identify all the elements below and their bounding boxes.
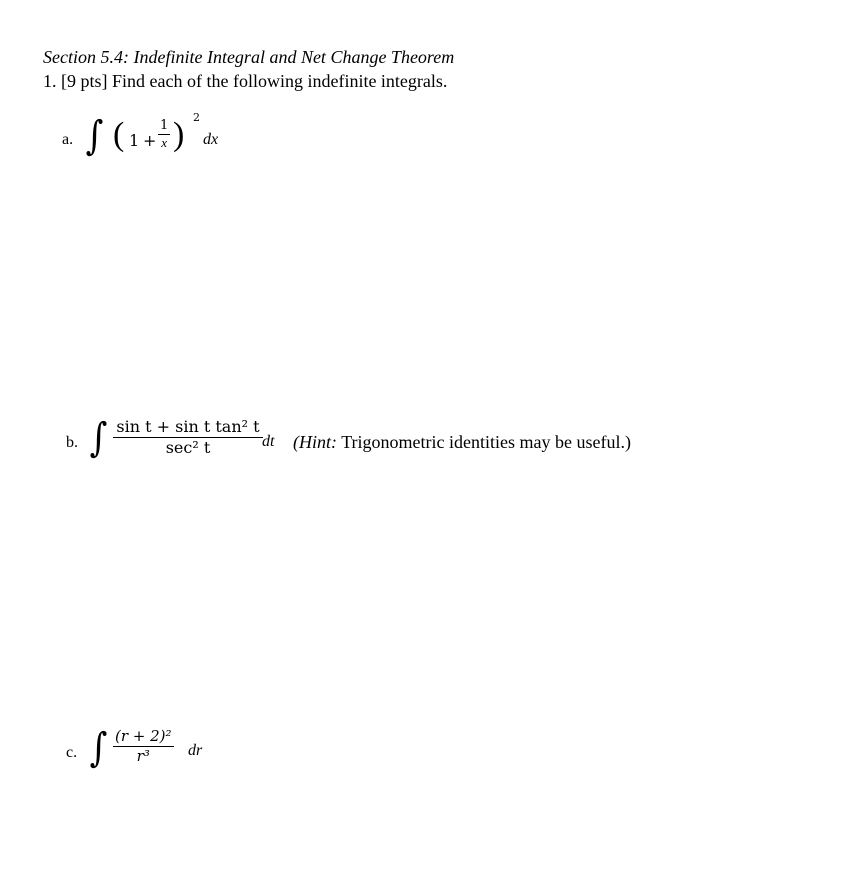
hint-text: Trigonometric identities may be useful.) xyxy=(341,432,631,452)
problem-b-label: b. xyxy=(66,434,78,451)
right-paren: ) xyxy=(173,116,185,153)
problem-c-label: c. xyxy=(66,744,78,761)
differential-a: dx xyxy=(203,131,219,148)
left-paren: ( xyxy=(113,116,125,153)
fraction-a-denominator: x xyxy=(161,135,168,151)
fraction-a xyxy=(158,117,170,151)
fraction-c-numerator: (r + 2)² xyxy=(115,727,172,745)
integral-sign: ∫ xyxy=(89,725,108,771)
exponent-a: 2 xyxy=(193,111,200,124)
fraction-b-numerator: sin t + sin t tan² t xyxy=(116,417,260,436)
fraction-c xyxy=(113,728,174,764)
problem-a-label: a. xyxy=(62,131,74,148)
hint xyxy=(293,432,631,453)
section-title: Section 5.4: Indefinite Integral and Net Change Theorem xyxy=(43,47,455,67)
integral-sign: ∫ xyxy=(89,415,108,461)
fraction-b-denominator: sec² t xyxy=(165,437,211,457)
differential-c: dr xyxy=(188,742,203,759)
fraction-a-numerator: 1 xyxy=(160,118,169,133)
integral-sign: ∫ xyxy=(85,113,104,159)
question-text: 1. [9 pts] Find each of the following indefinite integrals. xyxy=(43,71,448,91)
hint-prefix: (Hint: xyxy=(293,432,337,452)
plus-sign: + xyxy=(143,131,157,150)
term-one: 1 xyxy=(129,131,140,150)
fraction-b xyxy=(113,418,263,456)
fraction-c-denominator: r³ xyxy=(136,746,150,765)
differential-b: dt xyxy=(262,433,275,450)
